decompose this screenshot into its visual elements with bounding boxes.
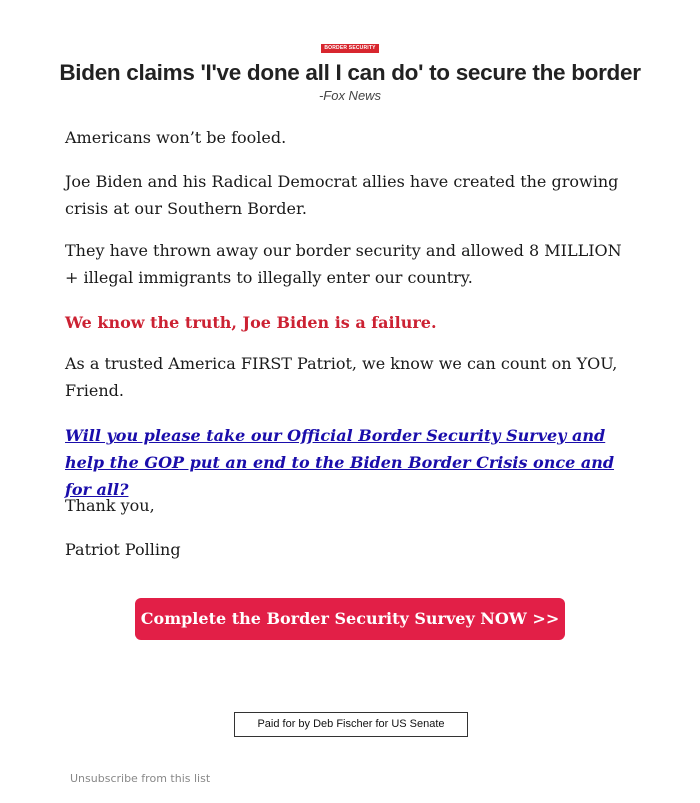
news-source: -Fox News: [318, 88, 382, 103]
unsubscribe-link[interactable]: Unsubscribe from this list: [70, 772, 211, 785]
complete-survey-button[interactable]: Complete the Border Security Survey NOW >>: [135, 598, 565, 640]
body-paragraph-2: Joe Biden and his Radical Democrat allies have created the growing crisis at our Southern Border.: [65, 172, 619, 218]
signoff: Thank you,: [65, 496, 155, 515]
survey-link-paragraph: [65, 422, 640, 503]
paid-for-disclaimer: Paid for by Deb Fischer for US Senate: [234, 712, 468, 737]
news-headline-banner: [50, 36, 650, 102]
category-badge: BORDER SECURITY: [321, 44, 378, 53]
survey-link[interactable]: Will you please take our Official Border Security Survey and help the GOP put an end to the Biden Border Crisis once and for all?: [65, 426, 615, 499]
emphasis-paragraph: We know the truth, Joe Biden is a failure.: [65, 313, 437, 332]
body-paragraph-5: As a trusted America FIRST Patriot, we know we can count on YOU, Friend.: [65, 354, 618, 400]
body-paragraph-1: Americans won’t be fooled.: [65, 128, 287, 147]
signature: Patriot Polling: [65, 540, 181, 559]
news-headline: Biden claims 'I've done all I can do' to secure the border: [59, 60, 641, 85]
body-paragraph-3: They have thrown away our border security and allowed 8 MILLION + illegal immigrants to illegally enter our country.: [65, 241, 622, 287]
